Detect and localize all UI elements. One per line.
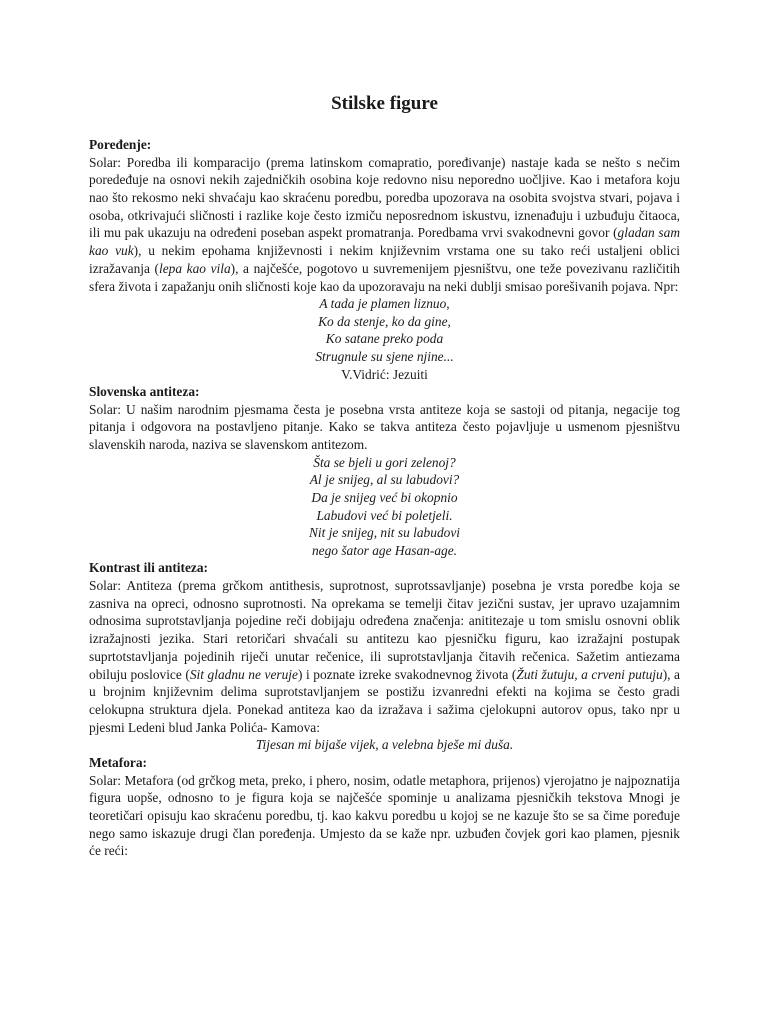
section: [89, 754, 680, 860]
italic-example: lepa kao vila: [159, 260, 231, 276]
italic-example: Žuti žutuju, a crveni putuju: [516, 666, 663, 682]
section: [89, 136, 680, 383]
verse-line: Da je snijeg već bi okopnio: [311, 490, 458, 506]
section-heading: Kontrast ili antiteza:: [89, 560, 209, 576]
verse-line: Labudovi već bi poletjeli.: [316, 507, 453, 523]
section-heading: Metafora:: [89, 754, 147, 770]
section: [89, 559, 680, 754]
verse-line: A tada je plamen liznuo,: [319, 296, 450, 312]
verse-line: Ko da stenje, ko da gine,: [318, 313, 451, 329]
italic-example: gladan sam kao vuk: [89, 225, 680, 259]
verse-line: Ko satane preko poda: [325, 331, 444, 347]
section-heading: Slovenska antiteza:: [89, 384, 200, 400]
verse-block: [89, 454, 680, 560]
verse-author: V.Vidrić: Jezuiti: [341, 366, 428, 382]
section-paragraph: Solar: Metafora (od grčkog meta, preko, i phero, nosim, odatle metaphora, prijenos) vjerojatno je najpoznatija figura uopše, odnosno to je figura koja se najčešće spominje u analizama pjesničkih tekstova Mnogi je teoretičari opisuju kao skraćenu poredbu, tj. kao kakvu poredbu u kojoj se ne kazuje što se sa čime poređuje nego samo iskazuje drugi član poređenja. Umjesto da se kaže npr. uzbuđen čovjek gori kao plamen, pjesnik će reći:: [89, 772, 680, 859]
page-title: Stilske figure: [331, 93, 438, 114]
verse-line: Šta se bjeli u gori zelenoj?: [313, 454, 456, 470]
verse-line: Al je snijeg, al su labudovi?: [309, 472, 460, 488]
section-paragraph: Solar: Poredba ili komparacijo (prema latinskom comapratio, poređivanje) nastaje kada se nešto s nečim poredeđuje na osnovi nekih zajedničkih osobina koje redovno nisu neporedno uočljive. Kao i metafora koju nao što rekosmo neki shvaćaju kao skraćenu poredbu, poredba upozorava na osobita svojstva stvari, pojava i osoba, otkrivajući sličnosti i razlike koje često izmiču neposrednom iskustvu, iznenađuju i uzbuđuju čitaoca, ili mu pak ukazuju na određeni poseban aspekt promatranja. Poredbama vrvi svakodnevni govor (gladan sam kao vuk), u nekim epohama književnosti i nekim književnim vrstama one su tako reći ustaljeni oblici izražavanja (lepa kao vila), a najčešće, pogotovo u suvremenijem pjesništvu, one teže povezivanu različitih sfera života i zapažanju onih sličnosti koje kao da upozoravaju na neki dublji smisao porešivanih pojava. Npr:: [89, 154, 680, 294]
section-paragraph: Solar: U našim narodnim pjesmama česta je posebna vrsta antiteze koja se sastoji od pitanja, negacije tog pitanja i odgovora na postavljeno pitanje. Kako se takva antiteza često pojavljuje u usmenom pjesništvu slavenskih naroda, naziva se slavenskom antitezom.: [89, 401, 680, 453]
verse-line: nego šator age Hasan-age.: [311, 542, 458, 558]
verse-line: Nit je snijeg, nit su labudovi: [308, 525, 460, 541]
document-body: [89, 136, 680, 860]
section: [89, 383, 680, 559]
section-paragraph: Solar: Antiteza (prema grčkom antithesis, suprotnost, suprotssavljanje) posebna je vrsta poredbe koja se zasniva na opreci, odnosno suprotnosti. Na oprekama se temelji čitav jezični sustav, jer upravo uzajamnim odnosima suprotstavljanja pojedine reči dobijaju određena značenja: anititezaje u tom smislu osnovni oblik izražajnosti jezika. Stari retoričari shvaćali su antitezu kao pjesničku figuru, kao izražajni postupak suprtotstavljanja pojedinih riječi unutar rečenice, ili suprotstavljanja čitavih rečenica. Sažetim antiezama obiluju poslovice (Sit gladnu ne veruje) i poznate izreke svakodnevnog života (Žuti žutuju, a crveni putuju), a u brojnim književnim delima suprotstavljanjem se postižu izvanredni efekti na kojima se često gradi celokupna struktura djela. Ponekad antiteza kao da izražava i sažima cjelokupni autorov opus, tako npr u pjesmi Ledeni blud Janka Polića- Kamova:: [89, 578, 680, 735]
italic-example: Sit gladnu ne veruje: [189, 666, 298, 682]
verse-line: Strugnule su sjene njine...: [315, 349, 454, 364]
verse-block: [89, 736, 680, 754]
verse-block: [89, 295, 680, 383]
section-heading: Poređenje:: [89, 137, 152, 152]
verse-line: Tijesan mi bijaše vijek, a velebna bješe mi duša.: [255, 737, 514, 753]
